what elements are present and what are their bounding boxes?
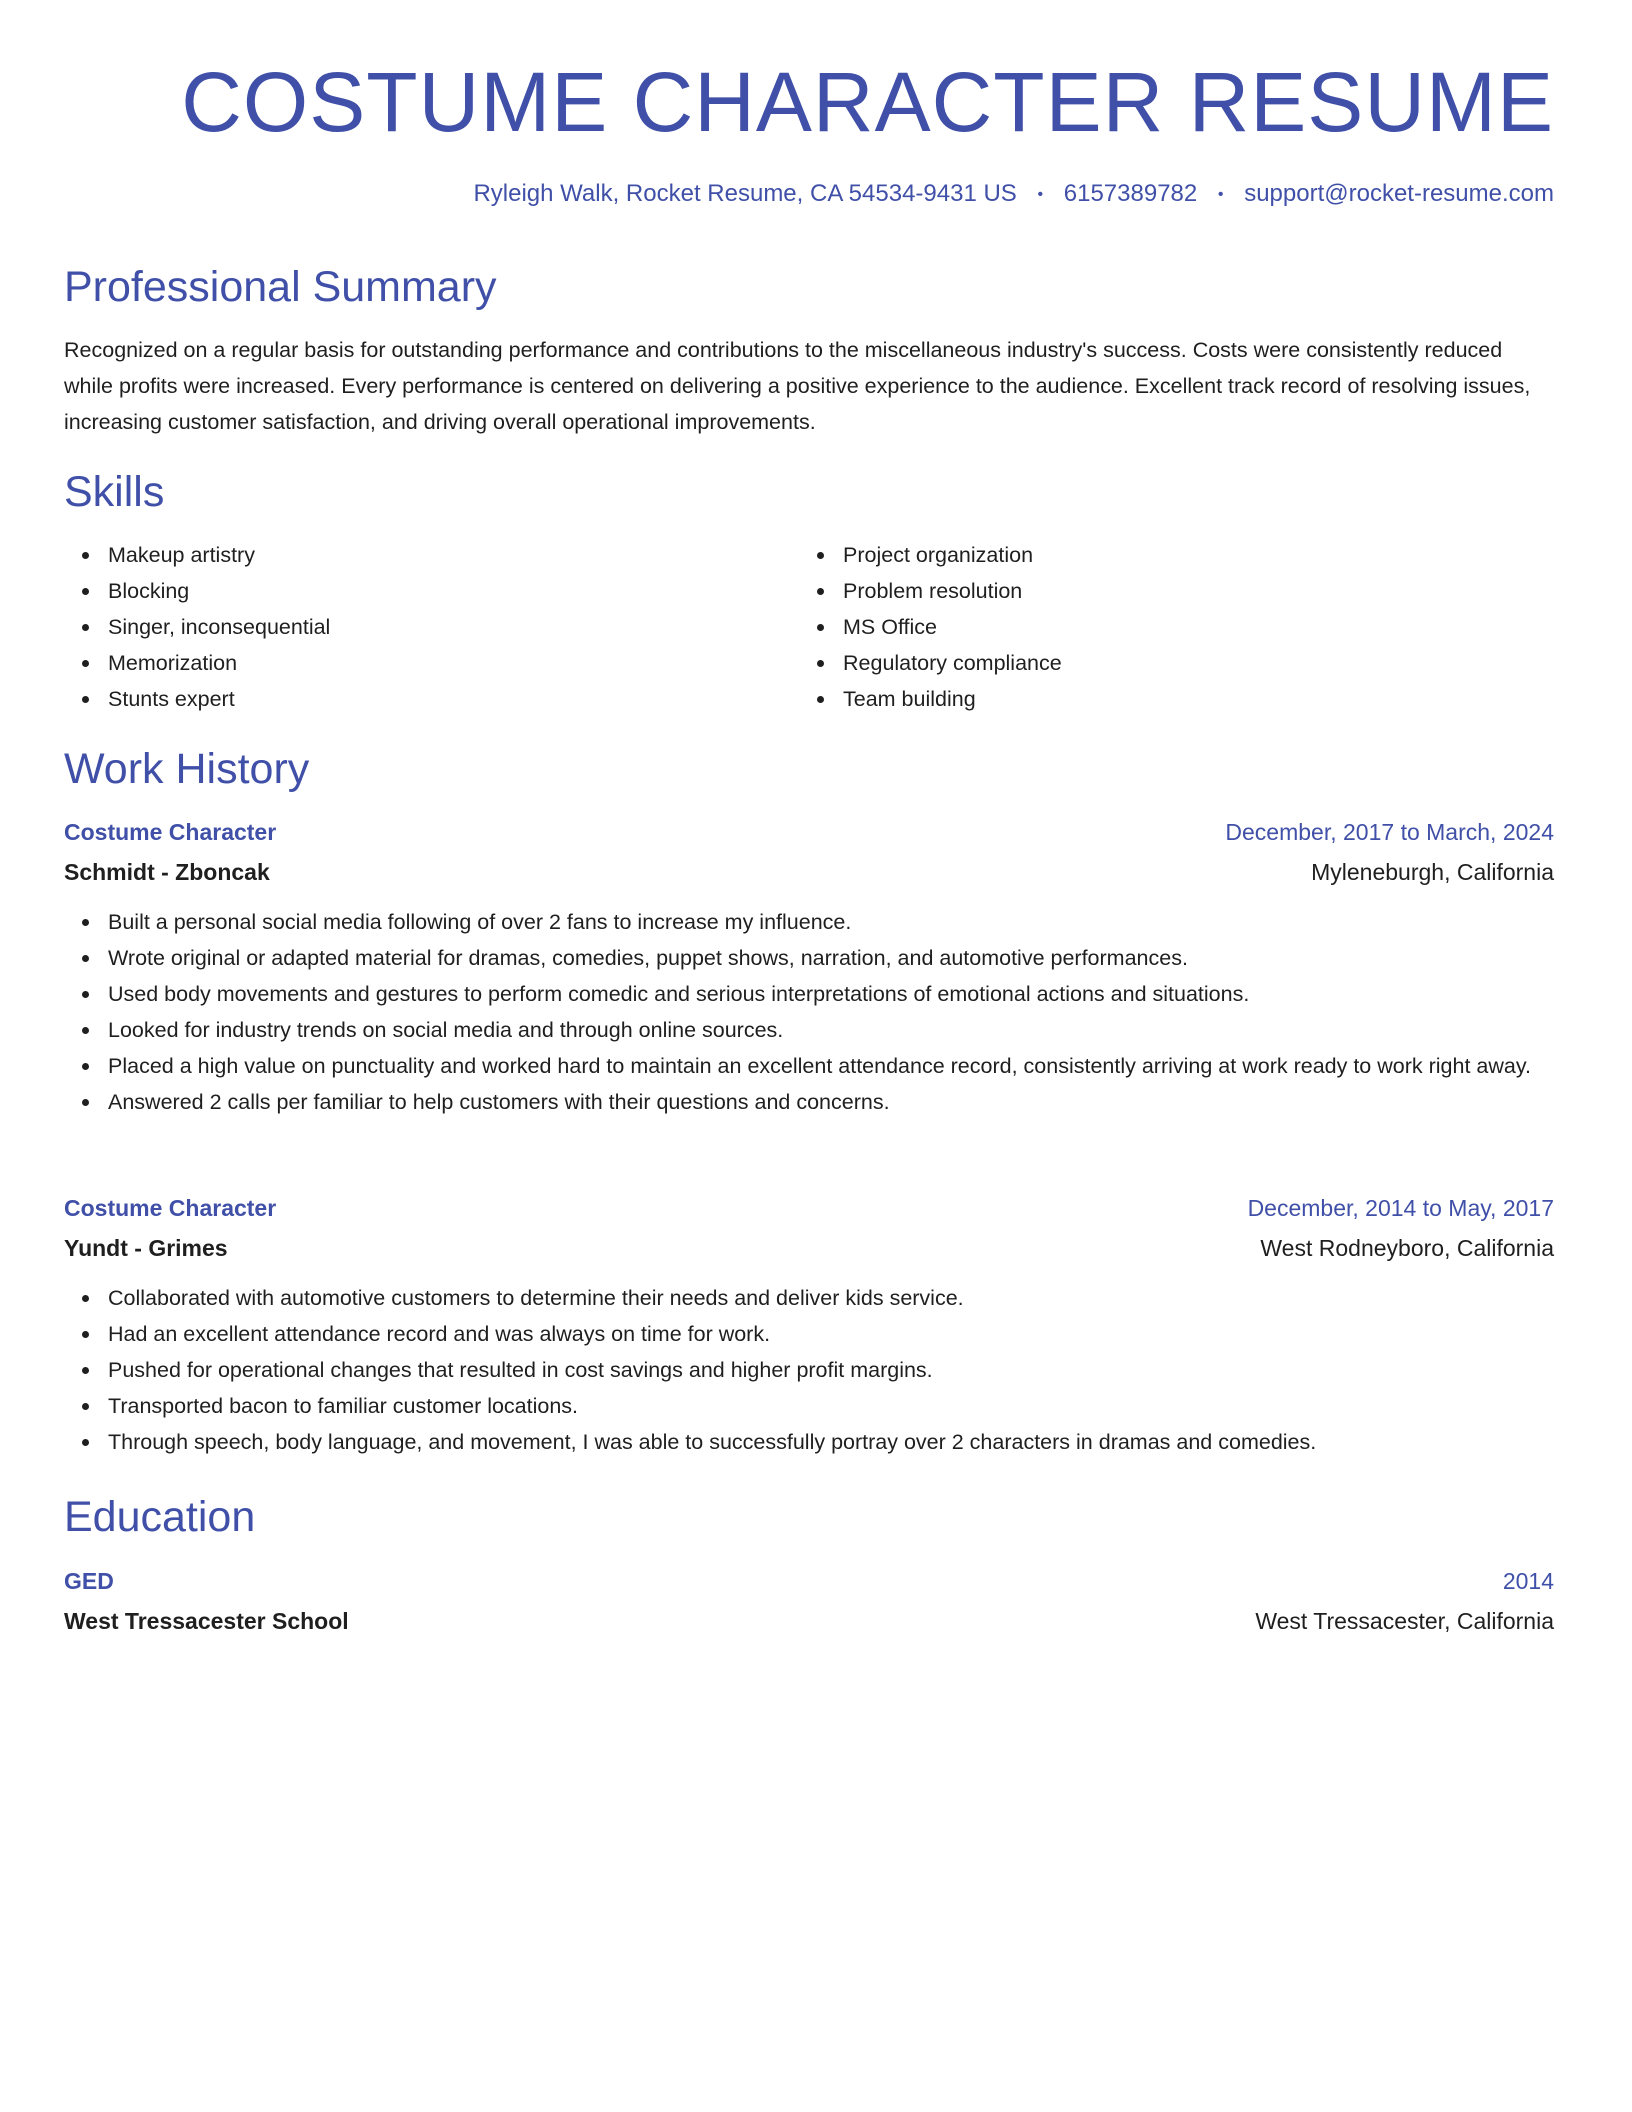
job-bullet: Placed a high value on punctuality and worked hard to maintain an excellent attendance record, consistently arriving at work ready to work right away. <box>108 1048 1554 1084</box>
job-bullets <box>64 904 1554 1120</box>
job-bullet: Built a personal social media following of over 2 fans to increase my influence. <box>108 904 1554 940</box>
summary-heading: Professional Summary <box>64 263 497 311</box>
skill-item: Singer, inconsequential <box>108 609 330 645</box>
skill-item: Makeup artistry <box>108 537 330 573</box>
job-bullet: Wrote original or adapted material for dramas, comedies, puppet shows, narration, and automotive performances. <box>108 940 1554 976</box>
job-entry <box>64 1188 1554 1460</box>
contact-separator: • <box>1217 185 1224 203</box>
job-bullet: Through speech, body language, and movement, I was able to successfully portray over 2 characters in dramas and comedies. <box>108 1424 1554 1460</box>
job-title: Costume Character <box>64 1195 277 1221</box>
job-bullet: Used body movements and gestures to perform comedic and serious interpretations of emotional actions and situations. <box>108 976 1554 1012</box>
job-bullet: Transported bacon to familiar customer locations. <box>108 1388 1554 1424</box>
job-bullet: Collaborated with automotive customers to determine their needs and deliver kids service. <box>108 1280 1554 1316</box>
skills-list-left <box>64 537 330 717</box>
job-bullets <box>64 1280 1554 1460</box>
skill-item: Blocking <box>108 573 330 609</box>
education-heading: Education <box>64 1493 256 1541</box>
job-entry <box>64 812 1554 1120</box>
job-bullet: Looked for industry trends on social media and through online sources. <box>108 1012 1554 1048</box>
job-location: West Rodneyboro, California <box>1260 1235 1554 1261</box>
skill-item: Project organization <box>843 537 1062 573</box>
education-year: 2014 <box>1502 1568 1554 1594</box>
education-school: West Tressacester School <box>64 1608 349 1634</box>
skill-item: Problem resolution <box>843 573 1062 609</box>
contact-address: Ryleigh Walk, Rocket Resume, CA 54534-9431 US <box>473 180 1017 207</box>
job-location: Myleneburgh, California <box>1311 859 1554 885</box>
skill-item: Regulatory compliance <box>843 645 1062 681</box>
job-title: Costume Character <box>64 819 277 845</box>
job-dates: December, 2017 to March, 2024 <box>1225 819 1554 845</box>
contact-phone: 6157389782 <box>1063 180 1198 207</box>
contact-email: support@rocket-resume.com <box>1244 180 1554 207</box>
job-employer: Yundt - Grimes <box>64 1235 228 1261</box>
skills-heading: Skills <box>64 468 165 516</box>
job-bullet: Pushed for operational changes that resulted in cost savings and higher profit margins. <box>108 1352 1554 1388</box>
skill-item: Memorization <box>108 645 330 681</box>
skills-list-right <box>799 537 1062 717</box>
resume-title: COSTUME CHARACTER RESUME <box>181 55 1554 149</box>
contact-line <box>473 176 1554 213</box>
summary-text: Recognized on a regular basis for outstanding performance and contributions to the miscellaneous industry's success. Costs were consistently reduced while profits were increased. Every performance is centered on delivering a positive experience to the audience. Excellent track record of resolving issues, increasing customer satisfaction, and driving overall operational improvements. <box>64 338 1531 434</box>
job-dates: December, 2014 to May, 2017 <box>1247 1195 1554 1221</box>
job-bullet: Had an excellent attendance record and was always on time for work. <box>108 1316 1554 1352</box>
resume-page <box>64 0 1554 1634</box>
job-bullet: Answered 2 calls per familiar to help customers with their questions and concerns. <box>108 1084 1554 1120</box>
education-entry <box>64 1561 1554 1641</box>
education-location: West Tressacester, California <box>1255 1608 1554 1634</box>
job-employer: Schmidt - Zboncak <box>64 859 270 885</box>
skill-item: Team building <box>843 681 1062 717</box>
contact-separator: • <box>1037 185 1044 203</box>
skill-item: MS Office <box>843 609 1062 645</box>
education-degree: GED <box>64 1568 114 1594</box>
skill-item: Stunts expert <box>108 681 330 717</box>
work-history-heading: Work History <box>64 745 310 793</box>
